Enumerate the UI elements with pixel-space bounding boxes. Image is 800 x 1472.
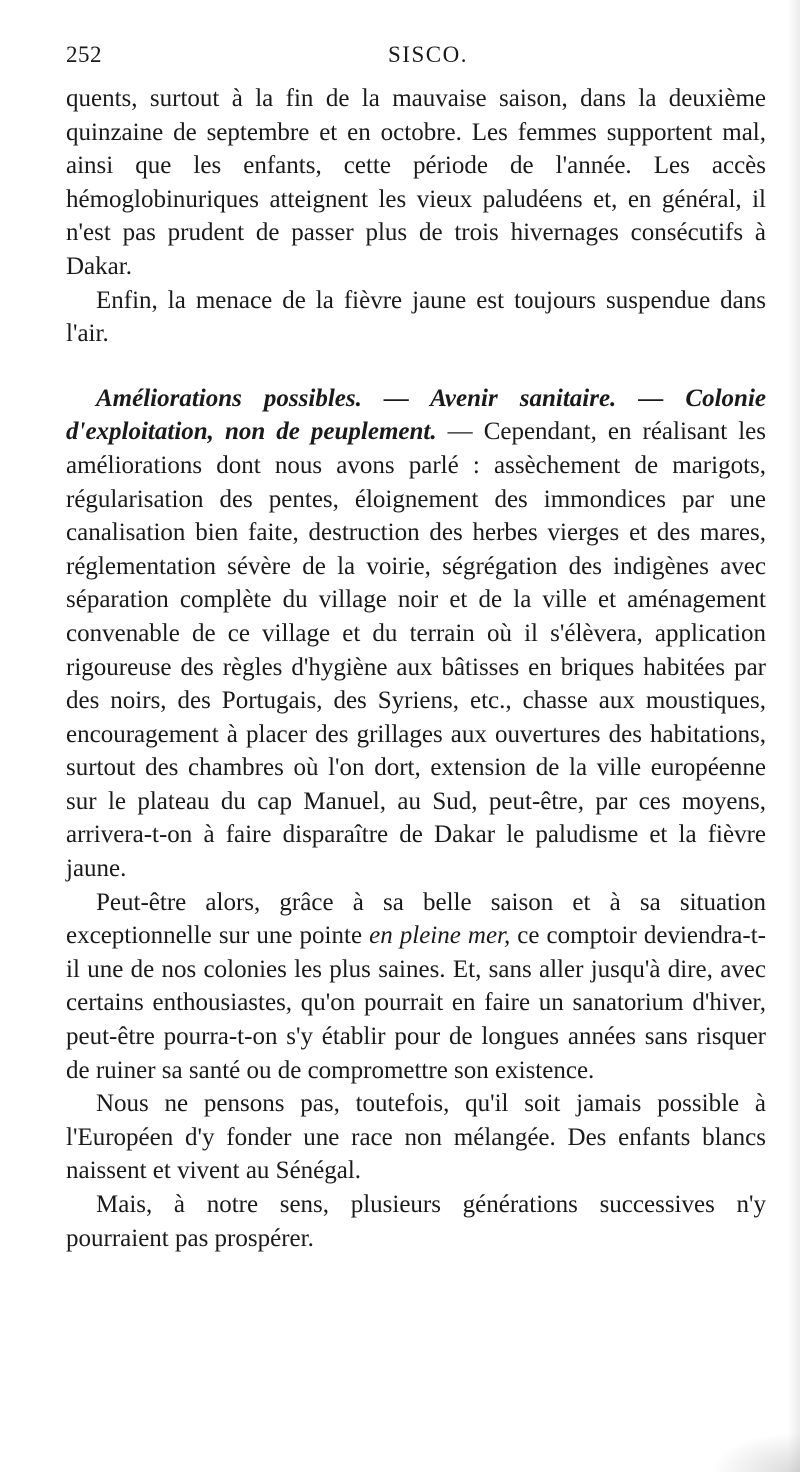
section-heading: Améliorations possibles. — Avenir sanitaire. — Colonie d'exploitation, non de peuplement.: [66, 384, 766, 446]
paragraph-future-part2: ce comptoir deviendra-t-il une de nos colonies les plus saines. Et, sans aller jusqu'à dire, avec certains enthousiastes, qu'on pourrait en faire un sanatorium d'hiver, peut-être pourra-t-on s'y établir pour de longues années sans risquer de ruiner sa santé ou de compromettre son existence.: [66, 922, 767, 1084]
running-head: SISCO.: [388, 42, 468, 67]
scan-edge-shadow: [788, 0, 800, 1472]
page-number: 252: [66, 42, 102, 67]
paragraph-yellow-fever: Enfin, la menace de la fièvre jaune est toujours suspendue dans l'air.: [66, 286, 766, 348]
paragraph-generations: Mais, à notre sens, plusieurs générations successives n'y pourraient pas prospérer.: [66, 1191, 766, 1252]
scan-corner-shadow: [710, 1432, 800, 1472]
paragraph-future: [66, 886, 766, 1088]
emphasis-en-pleine-mer: en pleine mer,: [369, 922, 511, 950]
page-header: [66, 42, 766, 82]
paragraph-race: Nous ne pensons pas, toutefois, qu'il soit jamais possible à l'Européen d'y fonder une race non mélangée. Des enfants blancs naissent et vivent au Sénégal.: [66, 1090, 766, 1185]
section-body: — Cependant, en réalisant les améliorations dont nous avons parlé : assèchement de marigots, régularisation des pentes, éloignement des immondices par une canalisation bien faite, destruction des herbes vierges et des mares, réglementation sévère de la voirie, ségrégation des indigènes avec séparation complète du village noir et de la ville et aménagement convenable de ce village et du terrain où il s'élèvera, application rigoureuse des règles d'hygiène aux bâtisses en briques habitées par des noirs, des Portugais, des Syriens, etc., chasse aux moustiques, encouragement à placer des grillages aux ouvertures des habitations, surtout des chambres où l'on dort, extension de la ville européenne sur le plateau du cap Manuel, au Sud, peut-être, par ces moyens, arrivera-t-on à faire disparaître de Dakar le paludisme et la fièvre jaune.: [66, 418, 766, 883]
page-body: [66, 82, 766, 1255]
paragraph-continuation: quents, surtout à la fin de la mauvaise saison, dans la deuxième quinzaine de septembre et en octobre. Les femmes supportent mal, ainsi que les enfants, cette période de l'année. Les accès hémoglobinuriques atteignent les vieux paludéens et, en général, il n'est pas prudent de passer plus de trois hivernages consécutifs à Dakar.: [66, 85, 766, 280]
paragraph-improvements: [66, 382, 766, 886]
paragraph-future-part1: Peut-être alors, grâce à sa belle saison et à sa situation exceptionnelle sur une pointe: [66, 888, 766, 950]
